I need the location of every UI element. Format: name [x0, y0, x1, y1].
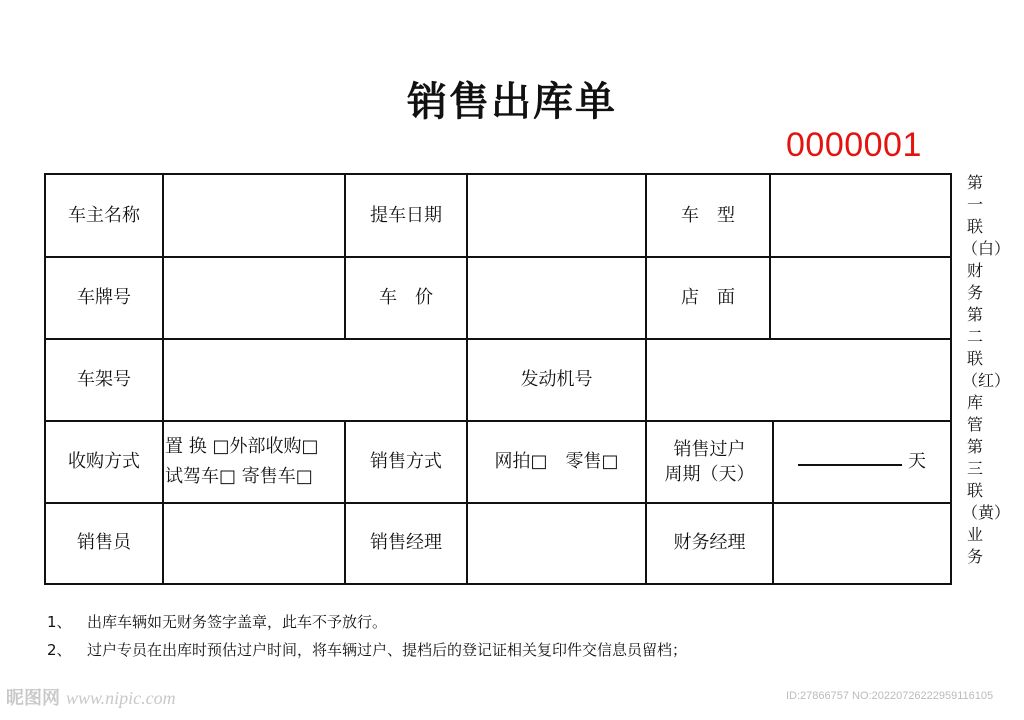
note-text: 过户专员在出库时预估过户时间，将车辆过户、提档后的登记证相关复印件交信息员留档；	[87, 641, 688, 659]
owner-name-label: 车主名称	[68, 205, 140, 227]
frame-number-field[interactable]	[164, 339, 466, 421]
car-model-label: 车 型	[681, 205, 735, 227]
watermark-id: ID:27866757 NO:20220726222959116105	[786, 690, 994, 702]
note-text: 出库车辆如无财务签字盖章，此车不予放行。	[87, 613, 388, 631]
copy-distribution-note: 第一联（白）财务 第二联（红）库管 第三联（黄）业务	[962, 173, 1011, 566]
days-blank-line	[798, 464, 902, 466]
purchase-method-label: 收购方式	[68, 451, 140, 473]
transfer-period-label-line2: 周期（天）	[664, 464, 755, 485]
car-price-field[interactable]	[468, 257, 645, 339]
watermark-site: www.nipic.com	[66, 688, 176, 708]
note-item	[47, 636, 687, 664]
purchase-options[interactable]	[165, 432, 345, 492]
watermark-brand-name: 昵图网	[6, 688, 60, 709]
transfer-period-label	[647, 421, 772, 503]
sales-manager-label: 销售经理	[370, 532, 442, 554]
notes	[47, 608, 687, 664]
salesperson-field[interactable]	[164, 503, 344, 583]
store-field[interactable]	[771, 257, 950, 339]
salesperson-label: 销售员	[77, 532, 131, 554]
document-title: 销售出库单	[407, 79, 617, 125]
owner-name-field[interactable]	[164, 175, 344, 257]
sales-options[interactable]: 网拍□ 零售□	[494, 451, 619, 473]
car-price-label: 车 价	[379, 287, 433, 309]
purchase-options-line2: 试驾车□ 寄售车□	[165, 466, 313, 487]
transfer-period-label-line1: 销售过户	[673, 438, 746, 460]
note-number: 2、	[47, 641, 72, 659]
days-unit: 天	[908, 451, 926, 473]
pickup-date-field[interactable]	[468, 175, 645, 257]
sales-manager-field[interactable]	[468, 503, 645, 583]
transfer-period-field[interactable]	[774, 421, 950, 503]
engine-number-field[interactable]	[647, 339, 950, 421]
store-label: 店 面	[681, 287, 735, 309]
watermark-brand	[6, 684, 176, 710]
plate-number-field[interactable]	[164, 257, 344, 339]
plate-number-label: 车牌号	[77, 287, 131, 309]
sales-method-label: 销售方式	[370, 451, 442, 473]
note-number: 1、	[47, 613, 72, 631]
car-model-field[interactable]	[771, 175, 950, 257]
form-table	[44, 173, 952, 585]
pickup-date-label: 提车日期	[370, 205, 442, 227]
finance-manager-field[interactable]	[774, 503, 950, 583]
serial-number: 0000001	[786, 126, 922, 164]
frame-number-label: 车架号	[77, 369, 131, 391]
engine-number-label: 发动机号	[520, 369, 593, 391]
purchase-options-line1: 置 换 □外部收购□	[165, 436, 319, 457]
note-item	[47, 608, 687, 636]
finance-manager-label: 财务经理	[673, 532, 746, 554]
